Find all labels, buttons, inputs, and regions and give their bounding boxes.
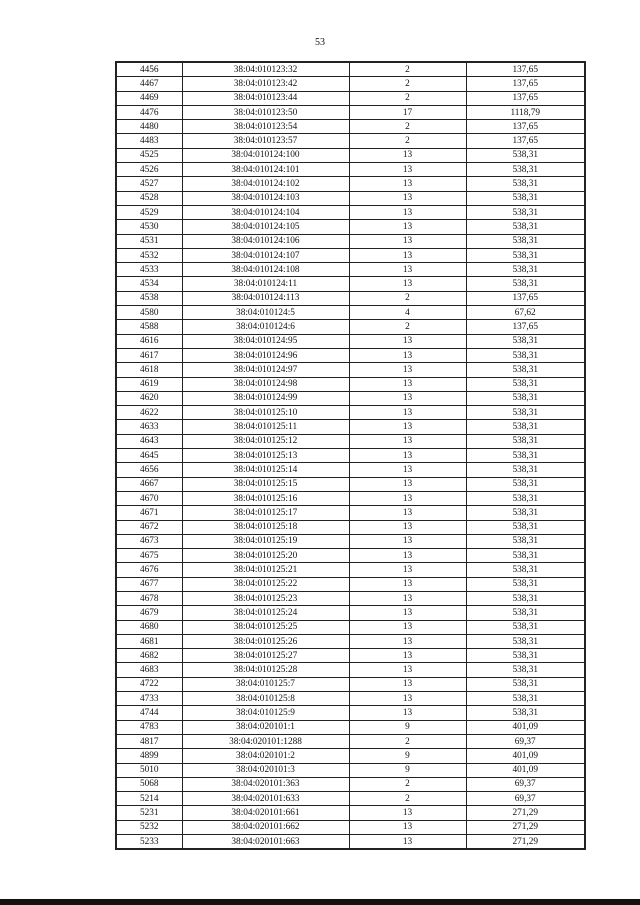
share-cell: 13 xyxy=(349,806,466,820)
row-number-cell: 4617 xyxy=(116,348,182,362)
cadastral-number-cell: 38:04:010125:16 xyxy=(182,491,349,505)
row-number-cell: 4681 xyxy=(116,634,182,648)
value-cell: 69,37 xyxy=(466,792,585,806)
value-cell: 271,29 xyxy=(466,835,585,850)
value-cell: 538,31 xyxy=(466,234,585,248)
value-cell: 538,31 xyxy=(466,334,585,348)
value-cell: 538,31 xyxy=(466,606,585,620)
share-cell: 13 xyxy=(349,591,466,605)
cadastral-number-cell: 38:04:010124:97 xyxy=(182,363,349,377)
table-row xyxy=(116,434,585,448)
row-number-cell: 4680 xyxy=(116,620,182,634)
table-row xyxy=(116,520,585,534)
share-cell: 13 xyxy=(349,677,466,691)
table-row xyxy=(116,91,585,105)
table-row xyxy=(116,77,585,91)
row-number-cell: 4588 xyxy=(116,320,182,334)
table-row xyxy=(116,105,585,119)
table-row xyxy=(116,549,585,563)
value-cell: 538,31 xyxy=(466,177,585,191)
cadastral-number-cell: 38:04:010125:13 xyxy=(182,449,349,463)
share-cell: 17 xyxy=(349,105,466,119)
table-row xyxy=(116,449,585,463)
cadastral-number-cell: 38:04:010125:22 xyxy=(182,577,349,591)
cadastral-number-cell: 38:04:010124:102 xyxy=(182,177,349,191)
row-number-cell: 4679 xyxy=(116,606,182,620)
cadastral-number-cell: 38:04:010123:44 xyxy=(182,91,349,105)
value-cell: 538,31 xyxy=(466,377,585,391)
table-row xyxy=(116,120,585,134)
cadastral-number-cell: 38:04:010125:19 xyxy=(182,534,349,548)
row-number-cell: 4899 xyxy=(116,749,182,763)
value-cell: 538,31 xyxy=(466,363,585,377)
share-cell: 13 xyxy=(349,706,466,720)
cadastral-number-cell: 38:04:010125:27 xyxy=(182,649,349,663)
row-number-cell: 4672 xyxy=(116,520,182,534)
value-cell: 137,65 xyxy=(466,77,585,91)
cadastral-number-cell: 38:04:010124:98 xyxy=(182,377,349,391)
cadastral-number-cell: 38:04:010125:8 xyxy=(182,692,349,706)
page-bottom-border xyxy=(0,899,640,905)
value-cell: 538,31 xyxy=(466,277,585,291)
share-cell: 13 xyxy=(349,835,466,850)
table-row xyxy=(116,749,585,763)
table-row xyxy=(116,62,585,77)
share-cell: 13 xyxy=(349,692,466,706)
row-number-cell: 4670 xyxy=(116,491,182,505)
value-cell: 137,65 xyxy=(466,120,585,134)
share-cell: 13 xyxy=(349,348,466,362)
share-cell: 4 xyxy=(349,306,466,320)
share-cell: 2 xyxy=(349,291,466,305)
table-row xyxy=(116,291,585,305)
value-cell: 538,31 xyxy=(466,449,585,463)
cadastral-number-cell: 38:04:010124:100 xyxy=(182,148,349,162)
cadastral-number-cell: 38:04:020101:2 xyxy=(182,749,349,763)
cadastral-number-cell: 38:04:010124:96 xyxy=(182,348,349,362)
share-cell: 2 xyxy=(349,120,466,134)
share-cell: 13 xyxy=(349,491,466,505)
share-cell: 13 xyxy=(349,463,466,477)
table-row xyxy=(116,763,585,777)
table-row xyxy=(116,591,585,605)
value-cell: 137,65 xyxy=(466,91,585,105)
share-cell: 13 xyxy=(349,577,466,591)
table-row xyxy=(116,835,585,850)
row-number-cell: 4618 xyxy=(116,363,182,377)
share-cell: 2 xyxy=(349,77,466,91)
row-number-cell: 5233 xyxy=(116,835,182,850)
share-cell: 2 xyxy=(349,91,466,105)
value-cell: 538,31 xyxy=(466,563,585,577)
cadastral-number-cell: 38:04:010124:106 xyxy=(182,234,349,248)
share-cell: 13 xyxy=(349,363,466,377)
row-number-cell: 4675 xyxy=(116,549,182,563)
table-row xyxy=(116,263,585,277)
cadastral-number-cell: 38:04:010125:24 xyxy=(182,606,349,620)
table-row xyxy=(116,534,585,548)
table-row xyxy=(116,663,585,677)
row-number-cell: 4467 xyxy=(116,77,182,91)
share-cell: 2 xyxy=(349,734,466,748)
value-cell: 538,31 xyxy=(466,220,585,234)
value-cell: 538,31 xyxy=(466,463,585,477)
row-number-cell: 5068 xyxy=(116,777,182,791)
row-number-cell: 4528 xyxy=(116,191,182,205)
share-cell: 13 xyxy=(349,391,466,405)
cadastral-number-cell: 38:04:010123:57 xyxy=(182,134,349,148)
table-row xyxy=(116,620,585,634)
cadastral-number-cell: 38:04:010123:42 xyxy=(182,77,349,91)
table-row xyxy=(116,463,585,477)
share-cell: 2 xyxy=(349,792,466,806)
value-cell: 538,31 xyxy=(466,477,585,491)
cadastral-number-cell: 38:04:010125:9 xyxy=(182,706,349,720)
table-row xyxy=(116,649,585,663)
cadastral-number-cell: 38:04:010125:15 xyxy=(182,477,349,491)
table-row xyxy=(116,363,585,377)
row-number-cell: 4677 xyxy=(116,577,182,591)
row-number-cell: 4722 xyxy=(116,677,182,691)
table-row xyxy=(116,420,585,434)
share-cell: 13 xyxy=(349,191,466,205)
row-number-cell: 4526 xyxy=(116,163,182,177)
cadastral-number-cell: 38:04:010125:28 xyxy=(182,663,349,677)
cadastral-number-cell: 38:04:020101:3 xyxy=(182,763,349,777)
cadastral-number-cell: 38:04:010125:7 xyxy=(182,677,349,691)
value-cell: 538,31 xyxy=(466,391,585,405)
share-cell: 13 xyxy=(349,649,466,663)
value-cell: 271,29 xyxy=(466,820,585,834)
table-row xyxy=(116,391,585,405)
share-cell: 13 xyxy=(349,506,466,520)
table-row xyxy=(116,606,585,620)
value-cell: 538,31 xyxy=(466,420,585,434)
value-cell: 538,31 xyxy=(466,406,585,420)
row-number-cell: 4733 xyxy=(116,692,182,706)
row-number-cell: 4676 xyxy=(116,563,182,577)
row-number-cell: 4538 xyxy=(116,291,182,305)
share-cell: 13 xyxy=(349,449,466,463)
table-row xyxy=(116,506,585,520)
table-row xyxy=(116,334,585,348)
value-cell: 137,65 xyxy=(466,291,585,305)
row-number-cell: 4532 xyxy=(116,248,182,262)
cadastral-number-cell: 38:04:010125:14 xyxy=(182,463,349,477)
value-cell: 401,09 xyxy=(466,763,585,777)
table-row xyxy=(116,377,585,391)
value-cell: 538,31 xyxy=(466,549,585,563)
cadastral-number-cell: 38:04:010124:107 xyxy=(182,248,349,262)
share-cell: 2 xyxy=(349,62,466,77)
cadastral-number-cell: 38:04:010125:26 xyxy=(182,634,349,648)
row-number-cell: 4622 xyxy=(116,406,182,420)
table-body xyxy=(116,62,585,849)
share-cell: 13 xyxy=(349,177,466,191)
cadastral-number-cell: 38:04:020101:633 xyxy=(182,792,349,806)
cadastral-number-cell: 38:04:010123:50 xyxy=(182,105,349,119)
row-number-cell: 4619 xyxy=(116,377,182,391)
value-cell: 1118,79 xyxy=(466,105,585,119)
row-number-cell: 4525 xyxy=(116,148,182,162)
share-cell: 13 xyxy=(349,248,466,262)
value-cell: 538,31 xyxy=(466,520,585,534)
row-number-cell: 4480 xyxy=(116,120,182,134)
cadastral-number-cell: 38:04:020101:1 xyxy=(182,720,349,734)
table-row xyxy=(116,320,585,334)
cadastral-number-cell: 38:04:010124:108 xyxy=(182,263,349,277)
share-cell: 13 xyxy=(349,420,466,434)
row-number-cell: 4683 xyxy=(116,663,182,677)
value-cell: 538,31 xyxy=(466,534,585,548)
value-cell: 67,62 xyxy=(466,306,585,320)
cadastral-number-cell: 38:04:020101:661 xyxy=(182,806,349,820)
table-row xyxy=(116,277,585,291)
share-cell: 13 xyxy=(349,620,466,634)
row-number-cell: 4533 xyxy=(116,263,182,277)
cadastral-number-cell: 38:04:010125:20 xyxy=(182,549,349,563)
share-cell: 13 xyxy=(349,377,466,391)
table-row xyxy=(116,248,585,262)
share-cell: 13 xyxy=(349,220,466,234)
cadastral-number-cell: 38:04:010124:95 xyxy=(182,334,349,348)
table-row xyxy=(116,220,585,234)
row-number-cell: 4620 xyxy=(116,391,182,405)
value-cell: 401,09 xyxy=(466,720,585,734)
row-number-cell: 4483 xyxy=(116,134,182,148)
row-number-cell: 5232 xyxy=(116,820,182,834)
cadastral-number-cell: 38:04:010124:5 xyxy=(182,306,349,320)
row-number-cell: 4529 xyxy=(116,205,182,219)
table-row xyxy=(116,777,585,791)
table-row xyxy=(116,677,585,691)
cadastral-number-cell: 38:04:020101:662 xyxy=(182,820,349,834)
cadastral-number-cell: 38:04:010125:10 xyxy=(182,406,349,420)
row-number-cell: 4616 xyxy=(116,334,182,348)
row-number-cell: 4817 xyxy=(116,734,182,748)
cadastral-number-cell: 38:04:020101:363 xyxy=(182,777,349,791)
share-cell: 13 xyxy=(349,234,466,248)
row-number-cell: 4580 xyxy=(116,306,182,320)
value-cell: 538,31 xyxy=(466,649,585,663)
cadastral-number-cell: 38:04:010125:11 xyxy=(182,420,349,434)
value-cell: 538,31 xyxy=(466,634,585,648)
share-cell: 13 xyxy=(349,163,466,177)
share-cell: 13 xyxy=(349,148,466,162)
table-row xyxy=(116,706,585,720)
share-cell: 2 xyxy=(349,134,466,148)
share-cell: 13 xyxy=(349,820,466,834)
share-cell: 13 xyxy=(349,334,466,348)
table-row xyxy=(116,792,585,806)
share-cell: 13 xyxy=(349,406,466,420)
share-cell: 13 xyxy=(349,205,466,219)
table-row xyxy=(116,820,585,834)
row-number-cell: 4645 xyxy=(116,449,182,463)
table-row xyxy=(116,348,585,362)
row-number-cell: 4744 xyxy=(116,706,182,720)
page-number: 53 xyxy=(315,37,325,48)
row-number-cell: 4633 xyxy=(116,420,182,434)
table-row xyxy=(116,163,585,177)
cadastral-number-cell: 38:04:010124:11 xyxy=(182,277,349,291)
table-row xyxy=(116,720,585,734)
share-cell: 13 xyxy=(349,477,466,491)
share-cell: 13 xyxy=(349,563,466,577)
table-row xyxy=(116,491,585,505)
data-table xyxy=(115,61,586,850)
value-cell: 538,31 xyxy=(466,663,585,677)
share-cell: 9 xyxy=(349,763,466,777)
row-number-cell: 4456 xyxy=(116,62,182,77)
cadastral-number-cell: 38:04:010123:32 xyxy=(182,62,349,77)
share-cell: 13 xyxy=(349,434,466,448)
row-number-cell: 5231 xyxy=(116,806,182,820)
row-number-cell: 4783 xyxy=(116,720,182,734)
table-row xyxy=(116,134,585,148)
cadastral-number-cell: 38:04:010125:23 xyxy=(182,591,349,605)
share-cell: 9 xyxy=(349,720,466,734)
table-row xyxy=(116,306,585,320)
cadastral-number-cell: 38:04:010124:113 xyxy=(182,291,349,305)
row-number-cell: 4527 xyxy=(116,177,182,191)
table-row xyxy=(116,477,585,491)
value-cell: 538,31 xyxy=(466,434,585,448)
cadastral-number-cell: 38:04:020101:1288 xyxy=(182,734,349,748)
cadastral-number-cell: 38:04:010124:101 xyxy=(182,163,349,177)
row-number-cell: 4530 xyxy=(116,220,182,234)
value-cell: 401,09 xyxy=(466,749,585,763)
share-cell: 13 xyxy=(349,277,466,291)
value-cell: 538,31 xyxy=(466,263,585,277)
cadastral-number-cell: 38:04:010124:104 xyxy=(182,205,349,219)
share-cell: 13 xyxy=(349,606,466,620)
table-row xyxy=(116,577,585,591)
cadastral-number-cell: 38:04:010125:17 xyxy=(182,506,349,520)
cadastral-number-cell: 38:04:010124:6 xyxy=(182,320,349,334)
cadastral-number-cell: 38:04:010125:18 xyxy=(182,520,349,534)
cadastral-number-cell: 38:04:020101:663 xyxy=(182,835,349,850)
row-number-cell: 4643 xyxy=(116,434,182,448)
value-cell: 538,31 xyxy=(466,706,585,720)
share-cell: 2 xyxy=(349,320,466,334)
value-cell: 137,65 xyxy=(466,134,585,148)
row-number-cell: 4531 xyxy=(116,234,182,248)
value-cell: 137,65 xyxy=(466,320,585,334)
value-cell: 538,31 xyxy=(466,191,585,205)
share-cell: 2 xyxy=(349,777,466,791)
share-cell: 13 xyxy=(349,634,466,648)
share-cell: 9 xyxy=(349,749,466,763)
value-cell: 538,31 xyxy=(466,677,585,691)
value-cell: 538,31 xyxy=(466,620,585,634)
row-number-cell: 4673 xyxy=(116,534,182,548)
value-cell: 538,31 xyxy=(466,577,585,591)
value-cell: 538,31 xyxy=(466,491,585,505)
cadastral-number-cell: 38:04:010125:21 xyxy=(182,563,349,577)
share-cell: 13 xyxy=(349,663,466,677)
table-row xyxy=(116,734,585,748)
row-number-cell: 4656 xyxy=(116,463,182,477)
table-row xyxy=(116,806,585,820)
table-row xyxy=(116,177,585,191)
row-number-cell: 4469 xyxy=(116,91,182,105)
value-cell: 137,65 xyxy=(466,62,585,77)
table-row xyxy=(116,634,585,648)
table-row xyxy=(116,205,585,219)
table-row xyxy=(116,191,585,205)
row-number-cell: 4534 xyxy=(116,277,182,291)
value-cell: 69,37 xyxy=(466,734,585,748)
value-cell: 538,31 xyxy=(466,348,585,362)
value-cell: 69,37 xyxy=(466,777,585,791)
value-cell: 271,29 xyxy=(466,806,585,820)
cadastral-number-cell: 38:04:010124:99 xyxy=(182,391,349,405)
share-cell: 13 xyxy=(349,534,466,548)
row-number-cell: 4476 xyxy=(116,105,182,119)
value-cell: 538,31 xyxy=(466,506,585,520)
row-number-cell: 5214 xyxy=(116,792,182,806)
value-cell: 538,31 xyxy=(466,591,585,605)
row-number-cell: 4667 xyxy=(116,477,182,491)
share-cell: 13 xyxy=(349,549,466,563)
value-cell: 538,31 xyxy=(466,163,585,177)
table-row xyxy=(116,234,585,248)
row-number-cell: 4671 xyxy=(116,506,182,520)
row-number-cell: 4678 xyxy=(116,591,182,605)
cadastral-number-cell: 38:04:010125:25 xyxy=(182,620,349,634)
value-cell: 538,31 xyxy=(466,148,585,162)
table-row xyxy=(116,563,585,577)
share-cell: 13 xyxy=(349,520,466,534)
cadastral-number-cell: 38:04:010124:105 xyxy=(182,220,349,234)
cadastral-number-cell: 38:04:010124:103 xyxy=(182,191,349,205)
value-cell: 538,31 xyxy=(466,692,585,706)
row-number-cell: 4682 xyxy=(116,649,182,663)
table-row xyxy=(116,148,585,162)
table-row xyxy=(116,692,585,706)
cadastral-number-cell: 38:04:010123:54 xyxy=(182,120,349,134)
row-number-cell: 5010 xyxy=(116,763,182,777)
cadastral-number-cell: 38:04:010125:12 xyxy=(182,434,349,448)
value-cell: 538,31 xyxy=(466,205,585,219)
share-cell: 13 xyxy=(349,263,466,277)
table-row xyxy=(116,406,585,420)
value-cell: 538,31 xyxy=(466,248,585,262)
